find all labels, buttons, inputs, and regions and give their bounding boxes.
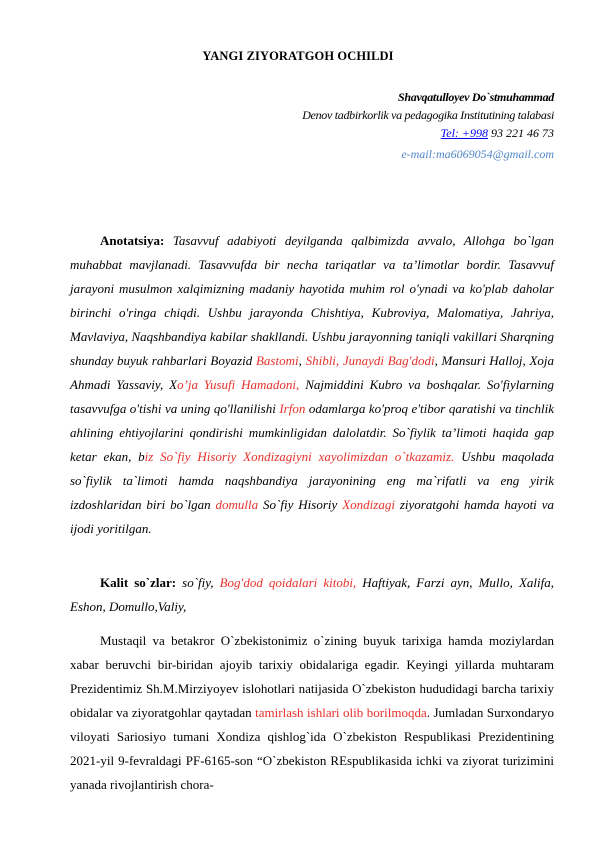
highlighted-text: Shibli, Junaydi Bag'dodi bbox=[305, 353, 435, 368]
text-run: so`fiy, bbox=[182, 575, 220, 590]
keywords-label: Kalit so`zlar: bbox=[100, 575, 183, 590]
text-run: ziyoratgohi hamda hayoti va ijodi yoritilgan. bbox=[70, 497, 554, 536]
phone-number: 93 221 46 73 bbox=[488, 126, 554, 140]
text-run: So`fiy Hisoriy bbox=[258, 497, 343, 512]
highlighted-text: o’ja Yusufi Hamadoni, bbox=[177, 377, 300, 392]
abstract-text bbox=[70, 233, 554, 536]
author-name: Shavqatulloyev Do`stmuhammad bbox=[398, 90, 554, 104]
highlighted-text: tamirlash ishlari olib borilmoqda bbox=[255, 705, 427, 720]
author-email: e-mail:ma6069054@gmail.com bbox=[401, 147, 554, 161]
author-block bbox=[302, 88, 554, 163]
body-paragraph bbox=[70, 629, 554, 797]
abstract-label: Anotatsiya: bbox=[100, 233, 173, 248]
text-run: Ushbu maqolada so`fiylik ta`limoti hamda naqshbandiya jarayonining eng ma`rifatli va eng yirik izdoshlaridan biri bo`lgan bbox=[70, 449, 554, 512]
highlighted-text: Bog'dod qoidalari kitobi, bbox=[219, 575, 357, 590]
highlighted-text: Bastomi bbox=[255, 353, 299, 368]
highlighted-text: Irfon bbox=[279, 401, 306, 416]
text-run: Tasavvuf adabiyoti deyilganda qalbimizda avvalo, Allohga bo`lgan muhabbat mavjlanadi. Tasavvufda bir necha tariqatlar va ta’limotlar bordir. Tasavvuf jarayoni musulmon xalqimizning madaniy hayotida muhim rol o'ynadi va ko'plab daholar birinchi o'ringa chiqdi. Ushbu jarayonda Chishtiya, Kubroviya, Malomatiya, Jahriya, Mavlaviya, Naqshbandiya kabilar shakllandi. Ushbu jarayonning taniqli vakillari Sharqning shunday buyuk rahbarlari Boyazid bbox=[70, 233, 554, 368]
body-paragraph-text bbox=[70, 633, 554, 792]
highlighted-text: iz So`fiy Hisoriy Xondizagiyni xayolimizdan o`tkazamiz. bbox=[144, 449, 455, 464]
keywords-paragraph bbox=[70, 571, 554, 619]
text-run: Haftiyak, Farzi ayn, Mullo, Xalifa, Eshon, Domullo,Valiy, bbox=[70, 575, 554, 614]
text-run: . Jumladan Surxondaryo viloyati Sariosiyo tumani Xondiza qishlog`ida O`zbekiston Respublikasi Prezidentining 2021-yil 9-fevraldagi PF-6165-son “O`zbekiston REspublikasida ichki va ziyorat turizimini yanada rivojlantirish chora- bbox=[70, 705, 554, 792]
highlighted-text: Xondizagi bbox=[342, 497, 395, 512]
text-run: Mustaqil va betakror O`zbekistonimiz o`zining buyuk tarixiga hamda moziylardan xabar beruvchi bir-biridan ajoyib tarixiy obidalariga egadir. Keyingi yillarda muhtaram Prezidentimiz Sh.M.Mirziyoyev islohotlari natijasida O`zbekiston hududidagi barcha tarixiy obidalar va ziyoratgohlar qaytadan bbox=[70, 633, 554, 720]
abstract-paragraph bbox=[70, 229, 554, 541]
text-run: , Mansuri Halloj, Xoja Ahmadi Yassaviy, X bbox=[70, 353, 555, 392]
text-run: , bbox=[298, 353, 306, 368]
phone-link[interactable]: Tel: +998 bbox=[440, 126, 488, 140]
highlighted-text: domulla bbox=[215, 497, 259, 512]
text-run: Najmiddini Kubro va boshqalar. So'fiylarning tasavvufga o'tishi va uning qo'llanilishi bbox=[70, 377, 554, 416]
author-phone bbox=[302, 124, 554, 142]
author-institution: Denov tadbirkorlik va pedagogika Institutining talabasi bbox=[302, 108, 554, 122]
text-run: odamlarga ko'proq e'tibor qaratishi va tinchlik ahlining ehtiyojlarini qondirishi mumkinligidan dalolatdir. So`fiylik ta’limoti haqida gap ketar ekan, b bbox=[70, 401, 554, 464]
article-title: YANGI ZIYORATGOH OCHILDI bbox=[202, 49, 394, 63]
